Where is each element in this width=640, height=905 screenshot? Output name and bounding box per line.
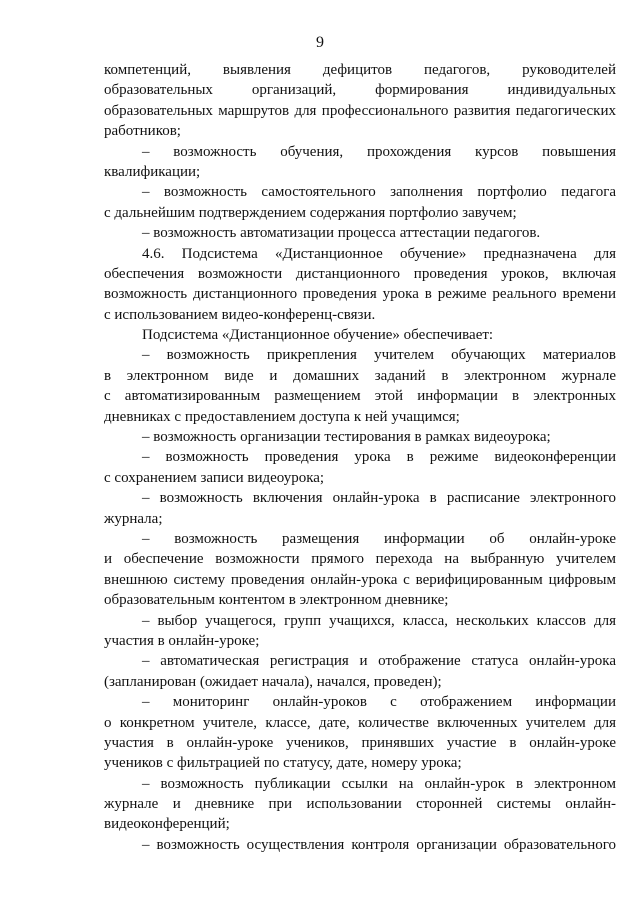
text-line: (запланирован (ожидает начала), начался, проведен); (104, 673, 442, 690)
text-line: и обеспечение возможности прямого перехода на выбранную учителем (104, 551, 616, 568)
text-line: – мониторинг онлайн-уроков с отображением информации (142, 694, 616, 711)
text-line: с сохранением записи видеоурока; (104, 469, 325, 486)
text-line: 4.6. Подсистема «Дистанционное обучение» предназначена для (142, 245, 616, 262)
text-line: – возможность прикрепления учителем обучающих материалов (142, 347, 616, 364)
text-line: о конкретном учителе, классе, дате, количестве включенных учителем для (104, 714, 616, 731)
text-line: журнала; (104, 510, 163, 527)
text-line: – возможность организации тестирования в рамках видеоурока; (142, 429, 551, 446)
text-line: с дальнейшим подтверждением содержания портфолио завучем; (104, 204, 517, 221)
text-line: возможность дистанционного проведения урока в режиме реального времени (104, 286, 616, 303)
text-line: учеников с фильтрацией по статусу, дате, номеру урока; (104, 755, 462, 772)
text-line: в электронном виде и домашних заданий в электронном журнале (104, 367, 616, 384)
text-line: с автоматизированным размещением этой информации в электронных (104, 388, 616, 405)
text-line: – возможность автоматизации процесса аттестации педагогов. (142, 225, 541, 242)
text-line: – возможность публикации ссылки на онлайн-урок в электронном (142, 775, 616, 792)
text-line: компетенций, выявления дефицитов педагогов, руководителей (104, 62, 616, 78)
page-number: 9 (316, 34, 324, 51)
text-line: участия в онлайн-уроке; (104, 632, 260, 649)
text-line: работников; (104, 123, 181, 140)
text-line: – возможность обучения, прохождения курсов повышения (142, 143, 616, 160)
document-body (104, 60, 616, 855)
text-line: – возможность включения онлайн-урока в расписание электронного (142, 490, 616, 507)
text-line: образовательных организаций, формирования индивидуальных (104, 82, 616, 99)
text-line: образовательных маршрутов для профессионального развития педагогических (104, 102, 616, 119)
text-line: дневниках с предоставлением доступа к ней учащимся; (104, 408, 460, 425)
text-line: – возможность проведения урока в режиме видеоконференции (142, 449, 616, 466)
text-line: – выбор учащегося, групп учащихся, класса, нескольких классов для (142, 612, 616, 629)
text-line: – возможность осуществления контроля организации образовательного (142, 836, 616, 853)
text-line: видеоконференций; (104, 816, 230, 833)
text-line: квалификации; (104, 163, 201, 180)
text-line: образовательным контентом в электронном дневнике; (104, 592, 449, 609)
text-line: журнале и дневнике при использовании сторонней системы онлайн- (104, 796, 616, 813)
text-line: – возможность самостоятельного заполнения портфолио педагога (142, 184, 616, 201)
text-line: – автоматическая регистрация и отображение статуса онлайн-урока (142, 653, 616, 670)
text-line: Подсистема «Дистанционное обучение» обеспечивает: (142, 327, 494, 344)
text-line: обеспечения возможности дистанционного проведения уроков, включая (104, 265, 616, 282)
text-line: участия в онлайн-уроке учеников, принявших участие в онлайн-уроке (104, 734, 616, 751)
text-line: с использованием видео-конференц-связи. (104, 306, 376, 323)
text-line: – возможность размещения информации об онлайн-уроке (142, 530, 616, 547)
text-line: внешнюю систему проведения онлайн-урока с верифицированным цифровым (104, 571, 616, 588)
